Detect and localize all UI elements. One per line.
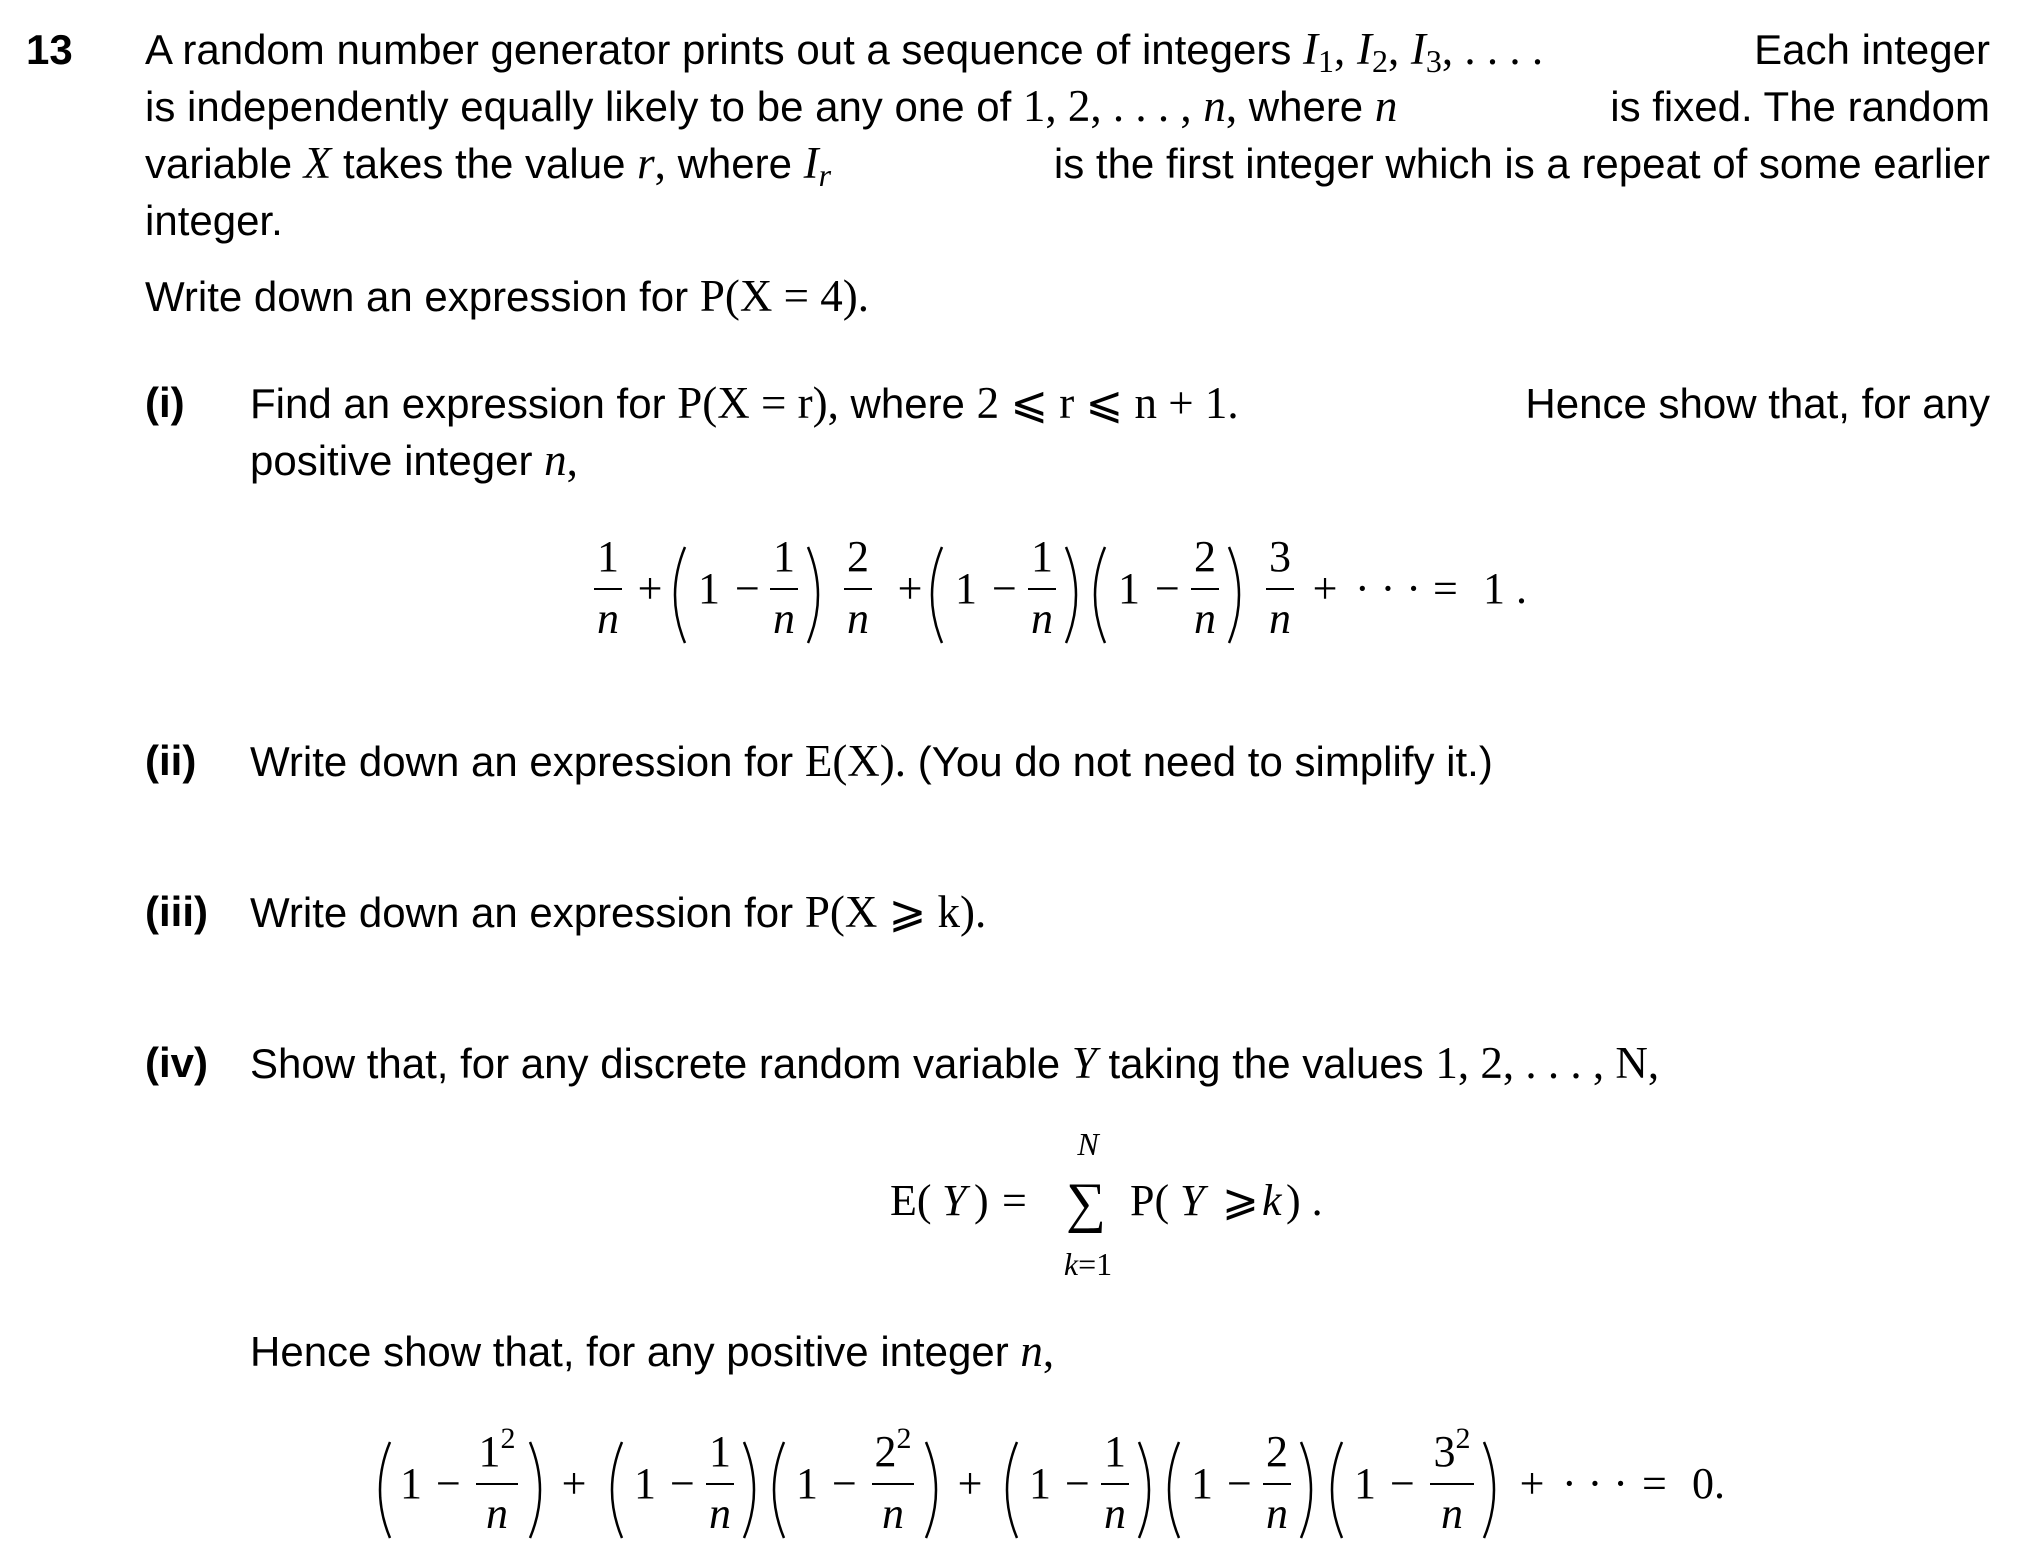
part-ii-label: (ii) bbox=[145, 737, 197, 784]
svg-text:n: n bbox=[1269, 594, 1291, 643]
svg-text:Y: Y bbox=[942, 1176, 967, 1225]
svg-text:⩾: ⩾ bbox=[1222, 1176, 1259, 1225]
intro-line-4: integer. bbox=[145, 197, 283, 244]
part-iv-line-1: Show that, for any discrete random variable Y taking the values 1, 2, . . . , N, bbox=[250, 1038, 1660, 1088]
svg-text:2: 2 bbox=[847, 532, 869, 581]
svg-text:n: n bbox=[1266, 1489, 1288, 1538]
svg-text:k=1: k=1 bbox=[1063, 1246, 1113, 1282]
part-i-line-1: Find an expression for P(X = r), where 2 ⩽ r ⩽ n + 1. bbox=[250, 378, 1239, 428]
svg-text:1: 1 bbox=[1104, 1427, 1126, 1476]
svg-text:−: − bbox=[735, 564, 760, 613]
svg-text:+: + bbox=[1312, 564, 1338, 613]
svg-text:): ) bbox=[974, 1176, 989, 1225]
svg-text:2: 2 bbox=[1194, 532, 1216, 581]
intro-line-3: variable X takes the value r, where $I_r$ bbox=[145, 138, 832, 193]
svg-text:−: − bbox=[992, 564, 1017, 613]
svg-text:1: 1 bbox=[634, 1459, 656, 1508]
svg-text:∑: ∑ bbox=[1066, 1172, 1106, 1234]
svg-text:1: 1 bbox=[597, 532, 619, 581]
svg-text:n: n bbox=[847, 594, 869, 643]
part-i-line-1-end: Hence show that, for any bbox=[1525, 380, 1990, 427]
svg-text:· · ·: · · · bbox=[1562, 1459, 1628, 1508]
intro-line-1: A random number generator prints out a sequence of integers $I_1$, $I_2$, $I_3$, . . . . bbox=[145, 24, 1544, 79]
svg-text:−: − bbox=[832, 1459, 857, 1508]
svg-text:+: + bbox=[637, 564, 663, 613]
svg-text:1: 1 bbox=[698, 564, 720, 613]
svg-text:1: 1 bbox=[1029, 1459, 1051, 1508]
svg-text:n: n bbox=[1031, 594, 1053, 643]
svg-text:n: n bbox=[882, 1489, 904, 1538]
svg-text:+: + bbox=[897, 564, 923, 613]
equation-part-i bbox=[590, 525, 1690, 660]
svg-text:n: n bbox=[1104, 1489, 1126, 1538]
question-number: 13 bbox=[26, 26, 73, 73]
svg-text:n: n bbox=[773, 594, 795, 643]
svg-text:N: N bbox=[1077, 1126, 1099, 1162]
svg-text:−: − bbox=[1065, 1459, 1090, 1508]
intro-line-2: is independently equally likely to be any one of 1, 2, . . . , n, where n bbox=[145, 81, 1398, 131]
svg-text:· · ·: · · · bbox=[1355, 564, 1421, 613]
svg-text:k: k bbox=[1262, 1176, 1282, 1225]
svg-text:n: n bbox=[1441, 1489, 1463, 1538]
svg-text:1: 1 bbox=[773, 532, 795, 581]
svg-text:E(: E( bbox=[890, 1176, 932, 1225]
svg-text:=: = bbox=[1002, 1176, 1027, 1225]
svg-text:1 .: 1 . bbox=[1483, 564, 1527, 613]
part-i-label: (i) bbox=[145, 379, 185, 426]
svg-text:1: 1 bbox=[400, 1459, 422, 1508]
svg-text:22: $2^2$ bbox=[874, 1422, 912, 1476]
intro-line-2-end: is fixed. The random bbox=[1610, 83, 1990, 130]
part-i-line-2: positive integer n, bbox=[250, 435, 578, 485]
svg-text:+: + bbox=[561, 1459, 587, 1508]
svg-text:n: n bbox=[597, 594, 619, 643]
svg-text:−: − bbox=[1390, 1459, 1415, 1508]
svg-text:1: 1 bbox=[796, 1459, 818, 1508]
part-iii-label: (iii) bbox=[145, 888, 208, 935]
svg-text:0.: 0. bbox=[1692, 1459, 1725, 1508]
intro-line-3-end: is the first integer which is a repeat of some earlier bbox=[1053, 140, 1990, 187]
svg-text:32: $3^2$ bbox=[1433, 1422, 1471, 1476]
svg-text:+: + bbox=[1519, 1459, 1545, 1508]
svg-text:n: n bbox=[1194, 594, 1216, 643]
svg-text:1: 1 bbox=[955, 564, 977, 613]
svg-text:2: 2 bbox=[1266, 1427, 1288, 1476]
svg-text:n: n bbox=[709, 1489, 731, 1538]
svg-text:−: − bbox=[1227, 1459, 1252, 1508]
equation-expectation bbox=[890, 1125, 1370, 1300]
svg-text:) .: ) . bbox=[1286, 1176, 1323, 1225]
write-p4: Write down an expression for P(X = 4). bbox=[145, 271, 869, 321]
part-iv-hence: Hence show that, for any positive integer n, bbox=[250, 1326, 1055, 1376]
part-iv-label: (iv) bbox=[145, 1039, 208, 1086]
svg-text:3: 3 bbox=[1269, 532, 1291, 581]
svg-text:n: n bbox=[486, 1489, 508, 1538]
svg-text:1: 1 bbox=[1191, 1459, 1213, 1508]
svg-text:−: − bbox=[436, 1459, 461, 1508]
svg-text:−: − bbox=[1155, 564, 1180, 613]
svg-text:1: 1 bbox=[709, 1427, 731, 1476]
svg-text:12: $1^2$ bbox=[478, 1422, 516, 1476]
svg-text:Y: Y bbox=[1180, 1176, 1205, 1225]
part-ii-text: Write down an expression for E(X). (You do not need to simplify it.) bbox=[250, 736, 1493, 786]
svg-text:=: = bbox=[1642, 1459, 1667, 1508]
svg-text:1: 1 bbox=[1118, 564, 1140, 613]
intro-line-1-end: Each integer bbox=[1754, 26, 1990, 73]
svg-text:=: = bbox=[1433, 564, 1458, 613]
svg-text:+: + bbox=[957, 1459, 983, 1508]
svg-text:−: − bbox=[670, 1459, 695, 1508]
svg-text:P(: P( bbox=[1130, 1176, 1170, 1225]
svg-text:1: 1 bbox=[1031, 532, 1053, 581]
equation-final bbox=[372, 1420, 1892, 1555]
part-iii-text: Write down an expression for P(X ⩾ k). bbox=[250, 887, 987, 937]
svg-text:1: 1 bbox=[1354, 1459, 1376, 1508]
